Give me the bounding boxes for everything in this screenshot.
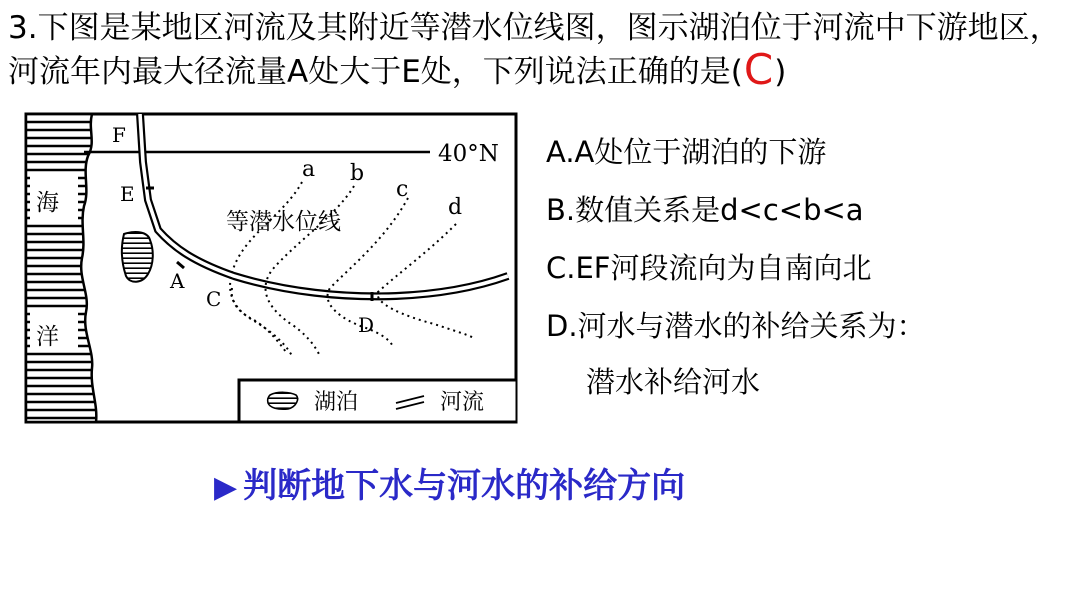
point-label-e: E <box>120 182 135 206</box>
subheading-text: 判断地下水与河水的补给方向 <box>243 466 686 506</box>
option-d-continued: 潜水补给河水 <box>586 365 761 399</box>
line-label-c: c <box>396 177 409 202</box>
option-b: B.数值关系是d<c<b<a <box>546 193 864 227</box>
legend-river-label: 河流 <box>440 390 485 415</box>
legend-lake-icon <box>268 392 298 409</box>
legend-lake-label: 湖泊 <box>314 390 359 415</box>
point-label-c: C <box>206 287 222 311</box>
point-label-f: F <box>112 123 126 147</box>
line-label-a: a <box>302 157 316 182</box>
lake <box>122 232 153 282</box>
river-contour-map <box>24 112 518 424</box>
question-close-paren: ) <box>774 54 787 90</box>
latitude-label: 40°N <box>438 141 499 167</box>
point-label-d: D <box>358 313 375 337</box>
question-text <box>8 6 1074 94</box>
question-stem: 3.下图是某地区河流及其附近等潜水位线图，图示湖泊位于河流中下游地区，河流年内最大径流量A处大于E处，下列说法正确的是( <box>8 10 1061 90</box>
subheading <box>214 462 685 512</box>
sea-label-1: 海 <box>36 190 59 216</box>
triangle-arrow-icon: ▶ <box>214 470 238 505</box>
sea-label-2: 洋 <box>36 324 59 350</box>
option-d: D.河水与潜水的补给关系为： <box>546 309 926 343</box>
option-c: C.EF河段流向为自南向北 <box>546 251 872 285</box>
option-a: A.A处位于湖泊的下游 <box>546 135 827 169</box>
answer-mark: C <box>743 45 774 94</box>
line-label-d: d <box>448 195 463 220</box>
contour-label: 等潜水位线 <box>226 209 341 235</box>
point-label-a: A <box>170 269 185 293</box>
line-label-b: b <box>350 161 365 186</box>
